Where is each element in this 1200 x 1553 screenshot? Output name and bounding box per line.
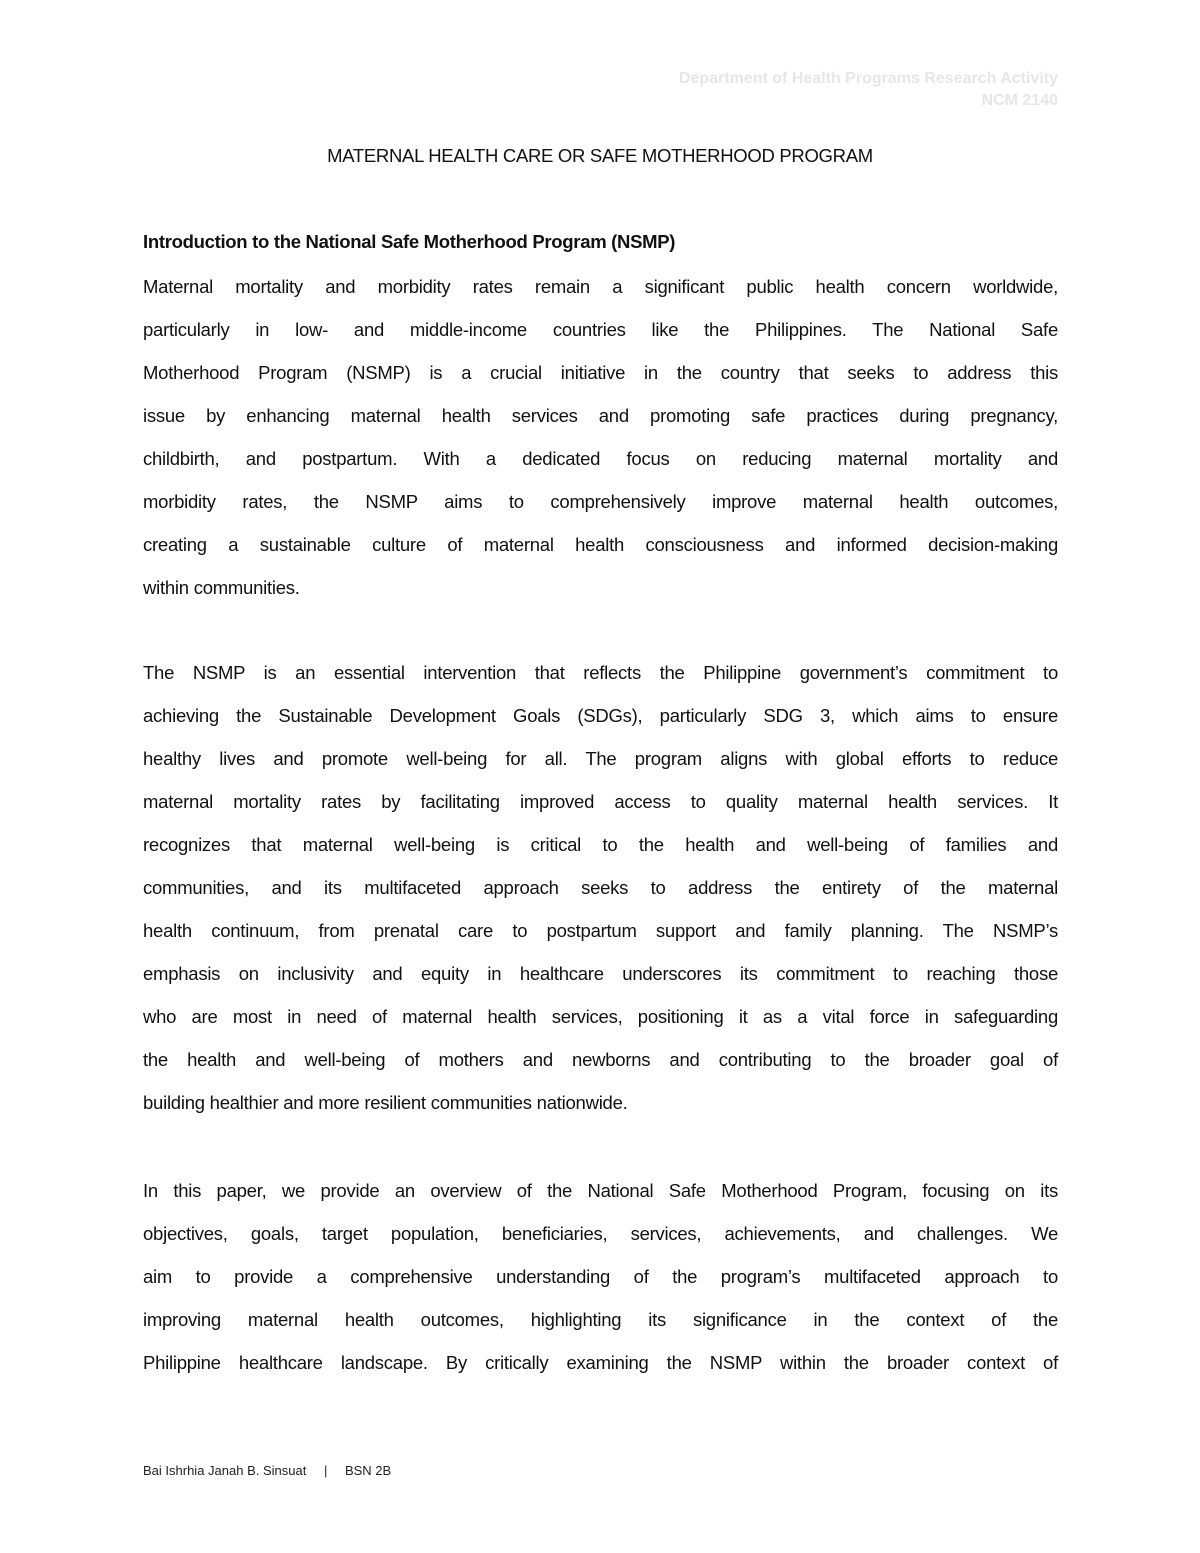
- text-line: In this paper, we provide an overview of the National Safe Motherhood Program, focusing on its: [143, 1180, 1058, 1201]
- text-line: Motherhood Program (NSMP) is a crucial initiative in the country that seeks to address this: [143, 362, 1058, 383]
- footer-author: Bai Ishrhia Janah B. Sinsuat: [143, 1463, 307, 1478]
- text-line: who are most in need of maternal health services, positioning it as a vital force in safeguarding: [143, 1006, 1058, 1027]
- footer-separator: |: [323, 1463, 328, 1478]
- text-line: healthy lives and promote well-being for all. The program aligns with global efforts to reduce: [143, 748, 1058, 769]
- page-header: [679, 68, 1058, 112]
- footer-section: BSN 2B: [344, 1463, 392, 1478]
- text-line: maternal mortality rates by facilitating improved access to quality maternal health services. It: [143, 791, 1058, 812]
- text-line: childbirth, and postpartum. With a dedicated focus on reducing maternal mortality and: [143, 448, 1058, 469]
- text-line: Maternal mortality and morbidity rates remain a significant public health concern worldwide,: [143, 276, 1058, 297]
- header-line-1: Department of Health Programs Research Activity: [678, 70, 1058, 87]
- text-line: improving maternal health outcomes, highlighting its significance in the context of the: [143, 1309, 1058, 1330]
- paragraph-1: [143, 275, 1058, 619]
- text-line: within communities.: [143, 577, 300, 598]
- text-line: communities, and its multifaceted approach seeks to address the entirety of the maternal: [143, 877, 1058, 898]
- text-line: issue by enhancing maternal health services and promoting safe practices during pregnancy,: [143, 405, 1058, 426]
- document-title: MATERNAL HEALTH CARE OR SAFE MOTHERHOOD PROGRAM: [327, 145, 873, 166]
- paragraph-2: [143, 661, 1058, 1134]
- text-line: building healthier and more resilient communities nationwide.: [143, 1092, 628, 1113]
- header-line-2: NCM 2140: [981, 92, 1058, 109]
- text-line: recognizes that maternal well-being is critical to the health and well-being of families and: [143, 834, 1058, 855]
- text-line: emphasis on inclusivity and equity in healthcare underscores its commitment to reaching those: [143, 963, 1058, 984]
- text-line: achieving the Sustainable Development Goals (SDGs), particularly SDG 3, which aims to ensure: [143, 705, 1058, 726]
- text-line: health continuum, from prenatal care to postpartum support and family planning. The NSMP’s: [143, 920, 1058, 941]
- text-line: aim to provide a comprehensive understanding of the program’s multifaceted approach to: [143, 1266, 1058, 1287]
- text-line: Philippine healthcare landscape. By critically examining the NSMP within the broader context of: [143, 1352, 1058, 1373]
- text-line: morbidity rates, the NSMP aims to comprehensively improve maternal health outcomes,: [143, 491, 1058, 512]
- text-line: creating a sustainable culture of maternal health consciousness and informed decision-making: [143, 534, 1058, 555]
- page-footer: [143, 1463, 405, 1478]
- text-line: the health and well-being of mothers and newborns and contributing to the broader goal of: [143, 1049, 1058, 1070]
- text-line: The NSMP is an essential intervention that reflects the Philippine government’s commitment to: [143, 662, 1058, 683]
- paragraph-3: [143, 1179, 1058, 1394]
- section-heading: Introduction to the National Safe Motherhood Program (NSMP): [143, 231, 676, 252]
- text-line: objectives, goals, target population, beneficiaries, services, achievements, and challenges. We: [143, 1223, 1058, 1244]
- text-line: particularly in low- and middle-income countries like the Philippines. The National Safe: [143, 319, 1058, 340]
